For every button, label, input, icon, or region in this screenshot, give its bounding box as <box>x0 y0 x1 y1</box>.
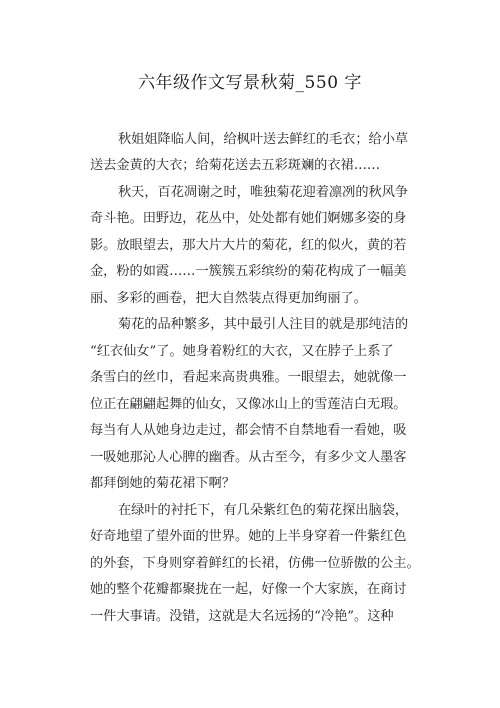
paragraph-line: 好奇地望了望外面的世界。她的上半身穿着一件紫红色 <box>90 529 407 544</box>
paragraph-line: 丽、多彩的画卷，把大自然装点得更加绚丽了。 <box>90 291 367 306</box>
paragraph-line: 的外套，下身则穿着鲜红的长裙，仿佛一位骄傲的公主。 <box>90 556 420 571</box>
paragraph-line: 送去金黄的大衣；给菊花送去五彩斑斓的衣裙…… <box>90 158 381 173</box>
paragraph-line: 条雪白的丝巾，看起来高贵典雅。一眼望去，她就像一 <box>90 370 407 385</box>
paragraph-line: 都拜倒她的菊花裙下啊？ <box>90 476 236 491</box>
paragraph-line: 一件大事请。没错，这就是大名远扬的“冷艳”。这种 <box>90 609 394 624</box>
paragraph-line: 她的整个花瓣都聚拢在一起，好像一个大家族，在商讨 <box>90 582 407 597</box>
paragraph-line: 菊花的品种繁多，其中最引人注目的就是那纯洁的 <box>118 317 409 332</box>
paragraph-line: 在绿叶的衬托下，有几朵紫红色的菊花探出脑袋， <box>118 503 409 518</box>
paragraph-line: 影。放眼望去，那大片大片的菊花，红的似火，黄的若 <box>90 238 407 253</box>
document-title: 六年级作文写景秋菊_550 字 <box>138 73 362 93</box>
paragraph-line: “红衣仙女”了。她身着粉红的大衣，又在脖子上系了 <box>90 344 394 359</box>
paragraph-line: 一吸她那沁人心脾的幽香。从古至今，有多少文人墨客 <box>90 450 407 465</box>
paragraph-line: 金，粉的如霞……一簇簇五彩缤纷的菊花构成了一幅美 <box>90 264 407 279</box>
paragraph-line: 秋天，百花凋谢之时，唯独菊花迎着凛冽的秋风争 <box>118 185 409 200</box>
paragraph-line: 位正在翩翩起舞的仙女，又像冰山上的雪莲洁白无瑕。 <box>90 397 407 412</box>
paragraph-line: 每当有人从她身边走过，都会情不自禁地看一看她，吸 <box>90 423 407 438</box>
paragraph-line: 奇斗艳。田野边，花丛中，处处都有她们婀娜多姿的身 <box>90 211 407 226</box>
paragraph-line: 秋姐姐降临人间，给枫叶送去鲜红的毛衣；给小草 <box>118 132 409 147</box>
